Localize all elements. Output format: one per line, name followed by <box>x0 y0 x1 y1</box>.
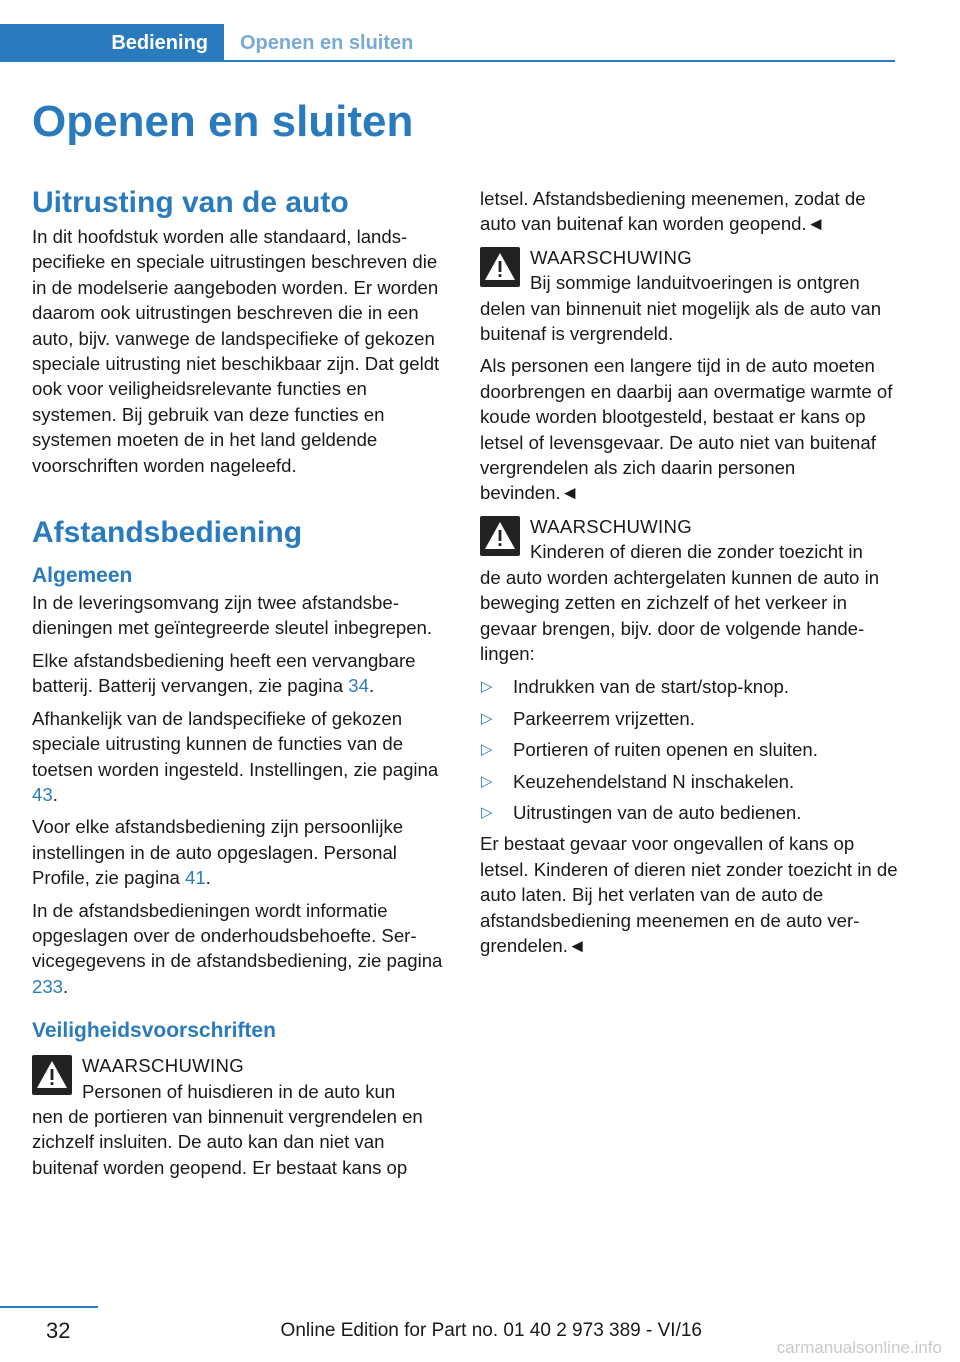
warning-label-1: WAARSCHUWING <box>82 1055 244 1077</box>
paragraph-1: In de leveringsomvang zijn twee afstandsbedieningen met geïntegreerde sleutel inbegrepen. <box>32 592 433 639</box>
warning-text-1: nen de portieren van binnenuit vergrendelen en zichzelf insluiten. De auto kan dan niet van buitenaf worden geopend. Er bestaat kans op <box>32 1105 423 1178</box>
triangle-bullet-icon: ▷ <box>481 772 493 790</box>
list-item <box>480 800 898 825</box>
page-link-43[interactable]: 43 <box>32 783 53 805</box>
list-item <box>480 769 898 794</box>
page-number: 32 <box>46 1318 71 1343</box>
warning-block-3 <box>480 514 898 959</box>
paragraph-3-text: Afhankelijk van de landspecifieke of gekozen speciale uitrusting kunnen de functies van de toetsen worden ingesteld. Instellingen, zie pagina <box>32 707 439 780</box>
list-item <box>480 674 898 699</box>
paragraph-5-end: . <box>63 975 69 997</box>
paragraph-2-text: Elke afstandsbediening heeft een vervangbare batterij. Batterij vervangen, zie pagina <box>32 649 416 697</box>
triangle-bullet-icon: ▷ <box>481 678 493 696</box>
paragraph-4-end: . <box>205 867 211 889</box>
paragraph-2 <box>32 648 450 699</box>
page-header <box>0 24 895 62</box>
header-chapter-tab: Bediening <box>0 24 224 62</box>
footer-rule <box>0 1306 98 1308</box>
header-rule <box>224 60 895 62</box>
paragraph-4-text: Voor elke afstandsbediening zijn persoonlijke instellingen in de auto opgeslagen. Personal Profile, zie pagina <box>32 816 404 889</box>
paragraph-3 <box>32 706 450 808</box>
subheading-safety: Veiligheidsvoorschriften <box>32 1019 276 1043</box>
paragraph-4 <box>32 814 450 890</box>
triangle-bullet-icon: ▷ <box>481 741 493 759</box>
list-item-text: Keuzehendelstand N inschakelen. <box>513 770 795 792</box>
list-item-text: Uitrustingen van de auto bedienen. <box>513 801 802 823</box>
paragraph-5-text: In de afstandsbedieningen wordt informatie opgeslagen over de onderhoudsbehoefte. Servicegegevens in de afstandsbediening, zie pagina <box>32 899 443 972</box>
right-column <box>480 186 898 966</box>
warning-label-2: WAARSCHUWING <box>530 246 692 268</box>
warning-text-2: delen van binnenuit niet mogelijk als de auto van buitenaf is vergrendeld. <box>480 297 882 345</box>
page-link-233[interactable]: 233 <box>32 975 64 997</box>
warning-1-continuation: letsel. Afstandsbediening meenemen, zodat de auto van buitenaf kan worden geopend.◄ <box>480 188 866 235</box>
warning-closing: Er bestaat gevaar voor ongevallen of kans op letsel. Kinderen of dieren niet zonder toezicht in de auto laten. Bij het verlaten van de auto de afstandsbediening meenemen en de auto vergrendelen.◄ <box>480 833 898 956</box>
watermark-text: carmanualsonline.info <box>776 1338 942 1357</box>
warning-triangle-icon <box>480 516 520 556</box>
paragraph-2-end: . <box>368 675 375 697</box>
bullet-list <box>480 674 898 825</box>
list-item-text: Parkeerrem vrijzetten. <box>513 707 695 729</box>
footer-edition: Online Edition for Part no. 01 40 2 973 389 - VI/16 <box>280 1320 702 1341</box>
section-text: In dit hoofdstuk worden alle standaard, landspecifieke en speciale uitrustingen beschreven die in de modelserie aangeboden worden. Er worden daarom ook uitrustingen beschreven die in een auto, bijv. vanwege de landspecifieke of gekozen speciale uitrusting niet beschikbaar zijn. Dat geldt ook voor veiligheidsrelevante functies en systemen. Bij gebruik van deze functies en systemen moeten de in het land geldende voorschriften worden nageleefd. <box>32 226 440 476</box>
chapter-heading: Afstandsbediening <box>32 516 303 550</box>
page-link-34[interactable]: 34 <box>348 675 369 697</box>
warning-text-2b: Als personen een langere tijd in de auto moeten doorbrengen en daarbij aan overmatige warmte of koude worden blootgesteld, bestaat er kans op letsel of levensgevaar. De auto niet van buitenaf vergrendelen als zich daarin personen bevinden.◄ <box>480 355 893 504</box>
list-item <box>480 737 898 762</box>
paragraph-3-end: . <box>52 783 58 805</box>
list-item <box>480 706 898 731</box>
triangle-bullet-icon: ▷ <box>481 709 493 727</box>
warning-head-3 <box>480 514 898 565</box>
left-column <box>32 186 450 1188</box>
warning-block-2 <box>480 245 898 506</box>
warning-head-2 <box>480 245 898 296</box>
section-heading: Uitrusting van de auto <box>32 186 349 219</box>
warning-text-3: de auto worden achtergelaten kunnen de auto in beweging zetten en zichzelf of het verkeer in gevaar brengen, bijv. door de volgende handelingen: <box>480 566 880 664</box>
subheading-algemeen: Algemeen <box>32 564 133 588</box>
warning-first-line-1: Personen of huisdieren in de auto kun <box>82 1080 396 1102</box>
list-item-text: Indrukken van de start/stop-knop. <box>513 676 789 698</box>
list-item-text: Portieren of ruiten openen en sluiten. <box>513 739 818 761</box>
page-title: Openen en sluiten <box>32 97 414 146</box>
warning-block-1 <box>32 1053 450 1180</box>
warning-first-line-3: Kinderen of dieren die zonder toezicht in <box>530 541 863 563</box>
warning-triangle-icon <box>480 247 520 287</box>
warning-first-line-2: Bij sommige landuitvoeringen is ontgren <box>530 272 860 294</box>
warning-head-1 <box>32 1053 450 1104</box>
paragraph-5 <box>32 898 450 1000</box>
triangle-bullet-icon: ▷ <box>481 803 493 821</box>
warning-label-3: WAARSCHUWING <box>530 515 692 537</box>
header-section-tab: Openen en sluiten <box>240 32 414 54</box>
warning-triangle-icon <box>32 1055 72 1095</box>
page-link-41[interactable]: 41 <box>184 867 206 889</box>
